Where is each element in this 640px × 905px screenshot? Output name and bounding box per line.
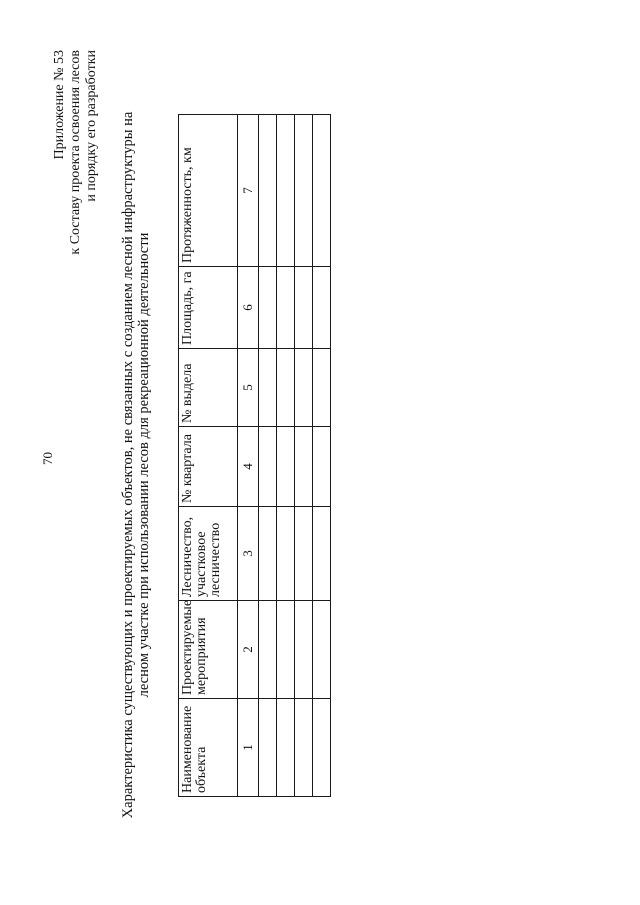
- column-number: 2: [238, 601, 259, 699]
- table-row: [313, 115, 331, 797]
- empty-cell: [313, 115, 331, 267]
- empty-cell: [277, 699, 295, 797]
- empty-cell: [277, 507, 295, 601]
- empty-cell: [259, 427, 277, 507]
- table-header-row: [179, 115, 238, 797]
- table-row: [277, 115, 295, 797]
- empty-cell: [259, 115, 277, 267]
- column-number: 1: [238, 699, 259, 797]
- page-number: 70: [40, 452, 55, 465]
- column-number: 5: [238, 349, 259, 427]
- empty-cell: [295, 267, 313, 349]
- empty-cell: [277, 601, 295, 699]
- column-number: 4: [238, 427, 259, 507]
- document-title-line-2: лесном участке при использовании лесов для рекреационной деятельности: [136, 232, 152, 698]
- appendix-reference: к Составу проекта освоения лесов: [68, 50, 83, 255]
- header-allotment-number: № выдела: [179, 349, 238, 427]
- header-area: Площадь, га: [179, 267, 238, 349]
- header-forestry: Лесничество, участковое лесничество: [179, 507, 238, 601]
- empty-cell: [313, 267, 331, 349]
- table-row: [259, 115, 277, 797]
- empty-cell: [295, 427, 313, 507]
- empty-cell: [295, 507, 313, 601]
- empty-cell: [259, 699, 277, 797]
- empty-cell: [277, 349, 295, 427]
- empty-cell: [295, 349, 313, 427]
- empty-cell: [277, 427, 295, 507]
- header-quarter-number: № квартала: [179, 427, 238, 507]
- table-row: [295, 115, 313, 797]
- empty-cell: [295, 115, 313, 267]
- appendix-reference-cont: и порядку его разработки: [84, 50, 99, 202]
- empty-cell: [277, 115, 295, 267]
- appendix-number: Приложение № 53: [52, 50, 67, 160]
- empty-cell: [313, 507, 331, 601]
- empty-cell: [259, 507, 277, 601]
- empty-cell: [313, 427, 331, 507]
- empty-cell: [295, 699, 313, 797]
- header-object-name: Наименование объекта: [179, 699, 238, 797]
- empty-cell: [259, 267, 277, 349]
- column-number: 6: [238, 267, 259, 349]
- appendix-heading: [52, 50, 100, 410]
- column-number: 3: [238, 507, 259, 601]
- empty-cell: [295, 601, 313, 699]
- column-number: 7: [238, 115, 259, 267]
- infrastructure-objects-table: [178, 114, 331, 797]
- empty-cell: [259, 601, 277, 699]
- empty-cell: [313, 349, 331, 427]
- empty-cell: [259, 349, 277, 427]
- document-title-line-1: Характеристика существующих и проектируемых объектов, не связанных с созданием лесной инфраструктуры на: [120, 111, 136, 819]
- empty-cell: [277, 267, 295, 349]
- column-number-row: [238, 115, 259, 797]
- header-planned-measures: Проектируемые мероприятия: [179, 601, 238, 699]
- header-length: Протяженность, км: [179, 115, 238, 267]
- empty-cell: [313, 699, 331, 797]
- empty-cell: [313, 601, 331, 699]
- document-title: [120, 85, 152, 845]
